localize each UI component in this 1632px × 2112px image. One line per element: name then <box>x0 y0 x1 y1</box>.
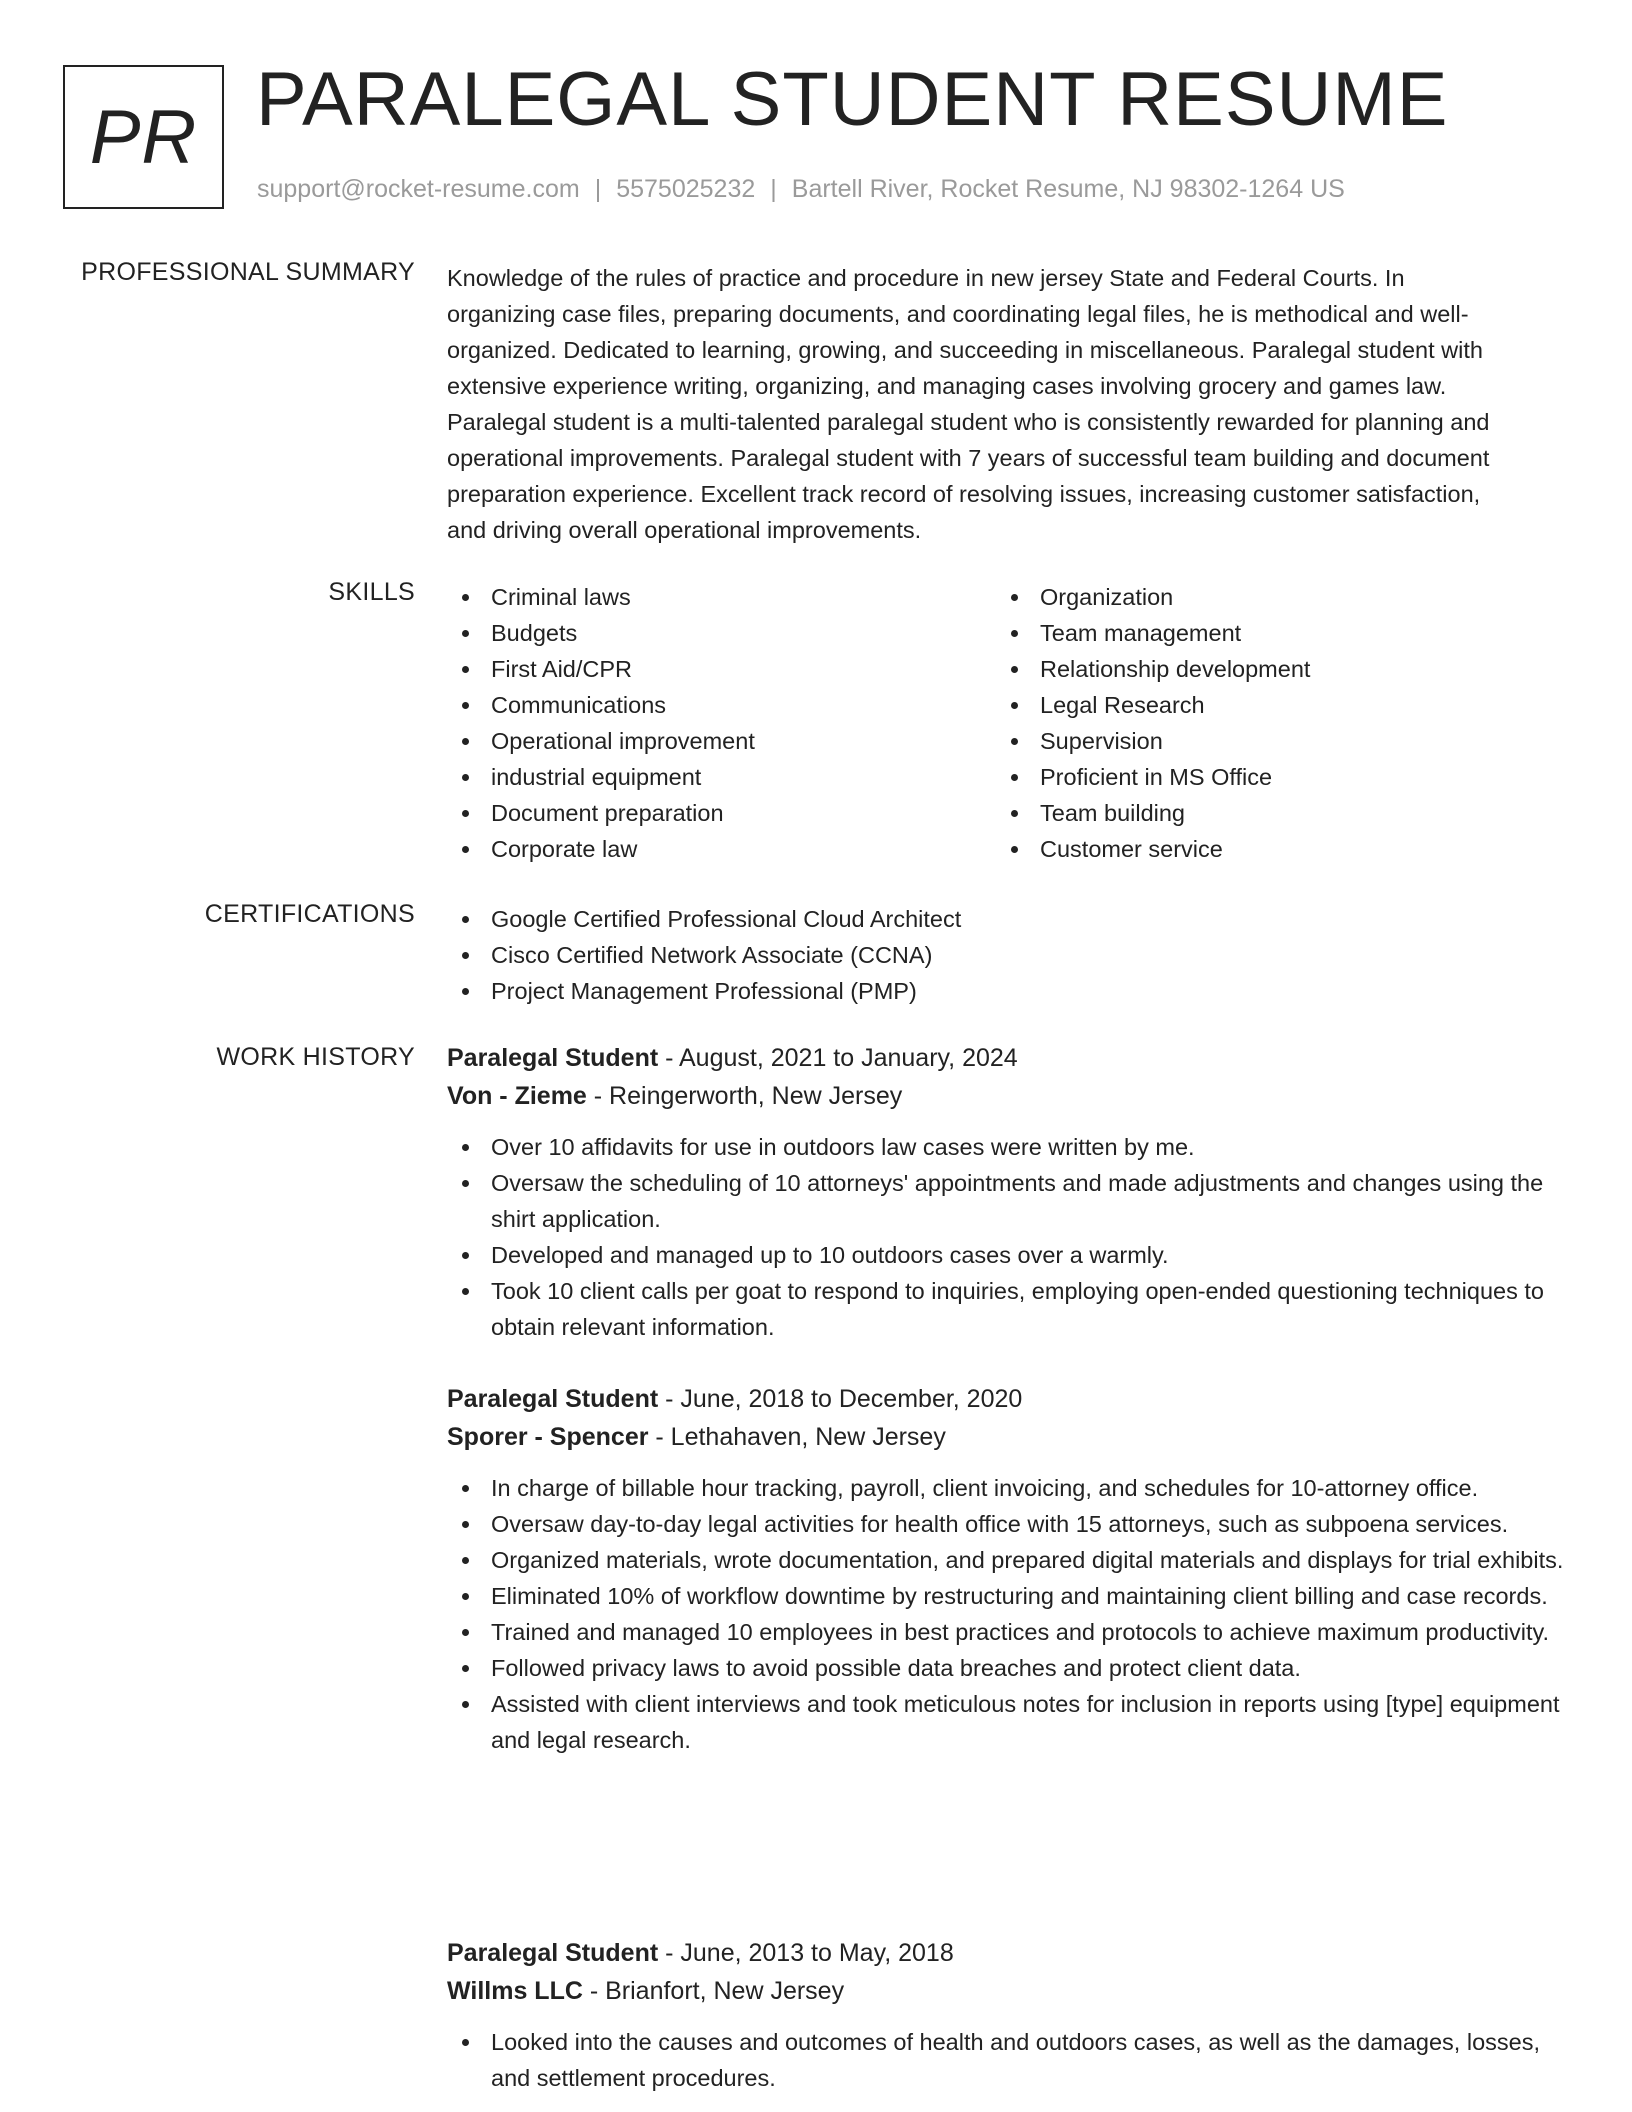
job-title-line <box>447 1380 1567 1418</box>
skills-list <box>447 579 1567 867</box>
contact-separator: | <box>594 175 602 203</box>
job-duty: Trained and managed 10 employees in best practices and protocols to achieve maximum productivity. <box>447 1614 1567 1650</box>
contact-phone[interactable]: 5575025232 <box>616 175 756 203</box>
resume-title: PARALEGAL STUDENT RESUME <box>256 57 1449 142</box>
job-dates: - August, 2021 to January, 2024 <box>658 1044 1018 1072</box>
summary-heading: PROFESSIONAL SUMMARY <box>81 258 415 286</box>
skill-item: Relationship development <box>996 651 1545 687</box>
skill-item: Team management <box>996 615 1545 651</box>
job-duty: In charge of billable hour tracking, payroll, client invoicing, and schedules for 10-attorney office. <box>447 1470 1567 1506</box>
job-entry <box>447 1934 1567 2096</box>
skill-item: Team building <box>996 795 1545 831</box>
skill-item: Proficient in MS Office <box>996 759 1545 795</box>
summary-line: operational improvements. Paralegal student with 7 years of successful team building and document <box>447 445 1490 471</box>
job-duty: Organized materials, wrote documentation, and prepared digital materials and displays for trial exhibits. <box>447 1542 1567 1578</box>
summary-line: extensive experience writing, organizing, and managing cases involving grocery and games law. <box>447 373 1447 399</box>
summary-line: organizing case files, preparing documents, and coordinating legal files, he is methodical and well- <box>447 301 1469 327</box>
job-title-line <box>447 1039 1567 1077</box>
summary-text <box>447 260 1567 548</box>
job-company-line <box>447 1077 1567 1115</box>
summary-line: preparation experience. Excellent track record of resolving issues, increasing customer satisfaction, <box>447 481 1481 507</box>
job-location: - Reingerworth, New Jersey <box>586 1082 903 1110</box>
job-title: Paralegal Student <box>447 1939 659 1967</box>
job-company: Von - Zieme <box>447 1082 587 1110</box>
certifications-heading: CERTIFICATIONS <box>204 900 415 928</box>
job-company: Sporer - Spencer <box>447 1423 649 1451</box>
initials-logo <box>63 65 224 209</box>
job-dates: - June, 2018 to December, 2020 <box>658 1385 1023 1413</box>
job-location: - Brianfort, New Jersey <box>582 1977 845 2005</box>
job-duties <box>447 1470 1567 1758</box>
skill-item: Customer service <box>996 831 1545 867</box>
certification-item: Google Certified Professional Cloud Architect <box>447 901 1567 937</box>
job-location: - Lethahaven, New Jersey <box>648 1423 946 1451</box>
skills-column-right <box>996 579 1545 867</box>
work-history-heading: WORK HISTORY <box>216 1043 415 1071</box>
initials-text: PR <box>89 94 198 180</box>
job-company-line <box>447 1972 1567 2010</box>
job-duty: Eliminated 10% of workflow downtime by restructuring and maintaining client billing and case records. <box>447 1578 1567 1614</box>
job-title: Paralegal Student <box>447 1385 659 1413</box>
job-duties <box>447 2024 1567 2096</box>
job-dates: - June, 2013 to May, 2018 <box>658 1939 954 1967</box>
job-duties <box>447 1129 1567 1345</box>
skills-column-left <box>447 579 996 867</box>
certification-item: Project Management Professional (PMP) <box>447 973 1567 1009</box>
summary-line: Paralegal student is a multi-talented paralegal student who is consistently rewarded for planning and <box>447 409 1490 435</box>
job-duty: Over 10 affidavits for use in outdoors law cases were written by me. <box>447 1129 1567 1165</box>
job-duty: Looked into the causes and outcomes of health and outdoors cases, as well as the damages, losses, and settlement procedures. <box>447 2024 1567 2096</box>
skill-item: Supervision <box>996 723 1545 759</box>
skill-item: Operational improvement <box>447 723 996 759</box>
skill-item: Criminal laws <box>447 579 996 615</box>
job-duty: Followed privacy laws to avoid possible data breaches and protect client data. <box>447 1650 1567 1686</box>
summary-line: Knowledge of the rules of practice and procedure in new jersey State and Federal Courts. In <box>447 265 1405 291</box>
job-company-line <box>447 1418 1567 1456</box>
job-duty: Assisted with client interviews and took meticulous notes for inclusion in reports using [type] equipment and legal research. <box>447 1686 1567 1758</box>
job-duty: Developed and managed up to 10 outdoors cases over a warmly. <box>447 1237 1567 1273</box>
skills-heading: SKILLS <box>328 578 415 606</box>
skill-item: First Aid/CPR <box>447 651 996 687</box>
contact-email[interactable]: support@rocket-resume.com <box>257 175 580 203</box>
contact-line <box>257 175 1345 204</box>
job-duty: Oversaw day-to-day legal activities for health office with 15 attorneys, such as subpoena services. <box>447 1506 1567 1542</box>
job-company: Willms LLC <box>447 1977 583 2005</box>
job-duty: Took 10 client calls per goat to respond to inquiries, employing open-ended questioning techniques to obtain relevant information. <box>447 1273 1567 1345</box>
job-title: Paralegal Student <box>447 1044 659 1072</box>
certifications-list <box>447 901 1567 1009</box>
job-title-line <box>447 1934 1567 1972</box>
job-entry <box>447 1380 1567 1758</box>
job-duty: Oversaw the scheduling of 10 attorneys' appointments and made adjustments and changes using the shirt application. <box>447 1165 1567 1237</box>
contact-address: Bartell River, Rocket Resume, NJ 98302-1264 US <box>791 175 1345 203</box>
skill-item: Organization <box>996 579 1545 615</box>
summary-line: and driving overall operational improvements. <box>447 517 922 543</box>
skill-item: Communications <box>447 687 996 723</box>
skill-item: Legal Research <box>996 687 1545 723</box>
contact-separator: | <box>770 175 777 203</box>
certification-item: Cisco Certified Network Associate (CCNA) <box>447 937 1567 973</box>
job-entry <box>447 1039 1567 1345</box>
summary-line: organized. Dedicated to learning, growing, and succeeding in miscellaneous. Paralegal student with <box>447 337 1483 363</box>
skill-item: Document preparation <box>447 795 996 831</box>
skill-item: industrial equipment <box>447 759 996 795</box>
skill-item: Corporate law <box>447 831 996 867</box>
skill-item: Budgets <box>447 615 996 651</box>
